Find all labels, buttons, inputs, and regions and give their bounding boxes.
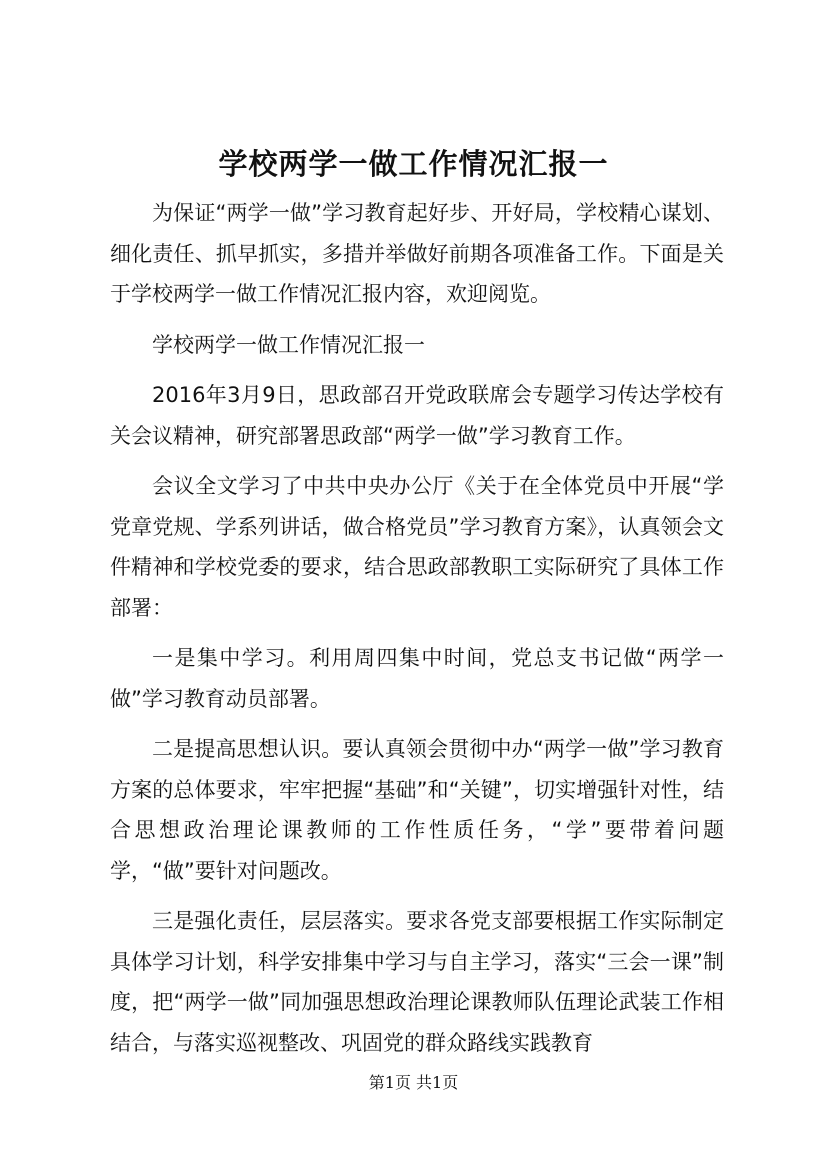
paragraph-study-plan: 会议全文学习了中共中央办公厅《关于在全体党员中开展“学党章党规、学系列讲话，做合格党员”学习教育方案》，认真领会文件精神和学校党委的要求，结合思政部教职工实际研究了具体工作部署： [110,474,724,620]
document-body [110,193,724,1073]
paragraph-meeting: 2016年3月9日，思政部召开党政联席会专题学习传达学校有关会议精神，研究部署思政部“两学一做”学习教育工作。 [110,383,724,448]
paragraph-point-two: 二是提高思想认识。要认真领会贯彻中办“两学一做”学习教育方案的总体要求，牢牢把握“基础”和“关键”，切实增强针对性，结合思想政治理论课教师的工作性质任务，“学”要带着问题学，“做”要针对问题改。 [110,737,724,883]
page-number-footer: 第1页 共1页 [368,1073,459,1092]
document-title: 学校两学一做工作情况汇报一 [218,147,609,181]
paragraph-intro: 为保证“两学一做”学习教育起好步、开好局，学校精心谋划、细化责任、抓早抓实，多措并举做好前期各项准备工作。下面是关于学校两学一做工作情况汇报内容，欢迎阅览。 [110,201,724,306]
paragraph-point-three: 三是强化责任，层层落实。要求各党支部要根据工作实际制定具体学习计划，科学安排集中学习与自主学习，落实“三会一课”制度，把“两学一做”同加强思想政治理论课教师队伍理论武装工作相结合，与落实巡视整改、巩固党的群众路线实践教育 [110,909,724,1055]
paragraph-point-one: 一是集中学习。利用周四集中时间，党总支书记做“两学一做”学习教育动员部署。 [110,646,724,711]
paragraph-subtitle: 学校两学一做工作情况汇报一 [152,332,425,357]
